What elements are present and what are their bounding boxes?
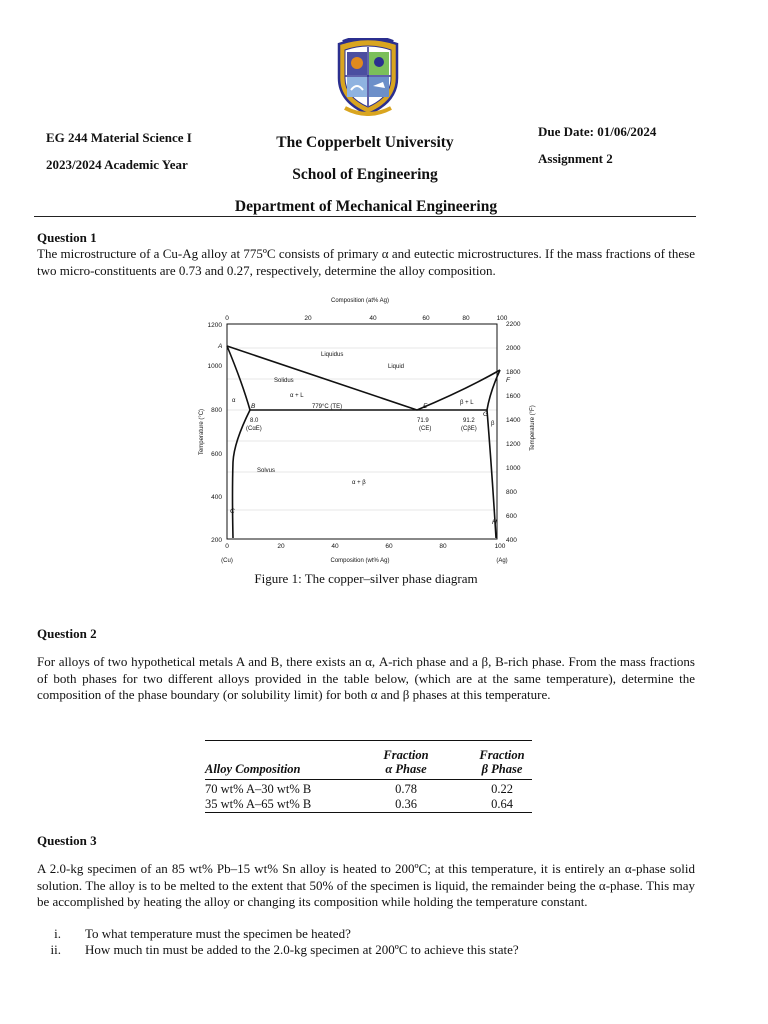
subpart-ii-number: ii. bbox=[50, 942, 61, 957]
cu-label: (Cu) bbox=[221, 558, 233, 564]
point-g: G bbox=[483, 411, 489, 418]
row-2-beta: 0.64 bbox=[491, 797, 513, 811]
left-tick-800: 800 bbox=[211, 407, 222, 414]
right-tick-2000: 2000 bbox=[506, 345, 521, 352]
left-tick-400: 400 bbox=[211, 494, 222, 501]
university-name: The Copperbelt University bbox=[276, 134, 454, 151]
row-1-alpha: 0.78 bbox=[395, 782, 417, 796]
university-crest-logo bbox=[331, 38, 405, 116]
liquid-label: Liquid bbox=[388, 364, 405, 370]
left-tick-1200: 1200 bbox=[207, 322, 222, 329]
col-header-beta-l2: β Phase bbox=[481, 762, 523, 776]
school-name: School of Engineering bbox=[292, 166, 438, 183]
alpha-l-label: α + L bbox=[290, 393, 304, 399]
right-axis-title: Temperature (°F) bbox=[530, 405, 536, 451]
left-tick-200: 200 bbox=[211, 537, 222, 544]
top-tick-0: 0 bbox=[225, 315, 229, 322]
point-b-sub: (CαE) bbox=[246, 426, 262, 432]
row-2-composition: 35 wt% A–65 wt% B bbox=[205, 797, 312, 811]
col-header-beta-l1: Fraction bbox=[479, 748, 525, 762]
right-tick-800: 800 bbox=[506, 489, 517, 496]
question-3-text: A 2.0-kg specimen of an 85 wt% Pb–15 wt% Sn alloy is heated to 200ºC; at this temperature, it is entirely an α-phase solid solution. The alloy is to be melted to the extent that 50% of the specimen is liquid, the remainder being the α-phase. This may be accomplished by heating the alloy or changing its composition while holding the temperature constant. bbox=[37, 861, 695, 909]
point-g-comp: 91.2 bbox=[463, 418, 475, 424]
question-2-title: Question 2 bbox=[37, 626, 97, 641]
department-name: Department of Mechanical Engineering bbox=[234, 198, 498, 215]
due-date: Due Date: 01/06/2024 bbox=[538, 124, 657, 139]
ag-label: (Ag) bbox=[496, 558, 508, 564]
alloy-fraction-table bbox=[205, 740, 532, 813]
row-1-composition: 70 wt% A–30 wt% B bbox=[205, 782, 312, 796]
top-tick-100: 100 bbox=[496, 315, 508, 322]
top-tick-20: 20 bbox=[304, 315, 312, 322]
left-axis-title: Temperature (°C) bbox=[199, 408, 205, 456]
solvus-label: Solvus bbox=[257, 468, 276, 474]
course-code: EG 244 Material Science I bbox=[46, 130, 192, 145]
question-1-title: Question 1 bbox=[37, 230, 97, 245]
question-2-text: For alloys of two hypothetical metals A and B, there exists an α, A-rich phase and a β, B-rich phase. From the mass fractions of both phases for two different alloys provided in the table below, (which are at the same temperature), determine the composition of the phase boundary (or solubility limit) for both α and β phases at this temperature. bbox=[37, 654, 695, 702]
region-labels bbox=[232, 352, 495, 486]
phase-diagram-svg bbox=[190, 292, 550, 572]
question-3-title: Question 3 bbox=[37, 833, 97, 848]
beta-label: β bbox=[491, 421, 495, 427]
point-letters bbox=[217, 343, 511, 526]
plot-frame bbox=[227, 324, 497, 539]
left-tick-1000: 1000 bbox=[207, 363, 222, 370]
col-header-alpha-l2: α Phase bbox=[385, 762, 427, 776]
point-b-comp: 8.0 bbox=[250, 418, 259, 424]
solidus-label: Solidus bbox=[274, 378, 294, 384]
table-row bbox=[205, 780, 532, 795]
bottom-tick-20: 20 bbox=[277, 543, 285, 550]
right-tick-1200: 1200 bbox=[506, 441, 521, 448]
col-header-alpha-l1: Fraction bbox=[383, 748, 429, 762]
alpha-beta-label: α + β bbox=[352, 480, 366, 486]
subpart-i-number: i. bbox=[54, 926, 61, 941]
right-tick-400: 400 bbox=[506, 537, 517, 544]
table-row bbox=[205, 795, 532, 810]
point-f: F bbox=[506, 377, 510, 384]
row-1-beta: 0.22 bbox=[491, 782, 513, 796]
alpha-label: α bbox=[232, 398, 236, 404]
row-2-alpha: 0.36 bbox=[395, 797, 417, 811]
top-tick-80: 80 bbox=[462, 315, 470, 322]
right-tick-600: 600 bbox=[506, 513, 517, 520]
figure-caption: Figure 1: The copper–silver phase diagram bbox=[254, 571, 478, 586]
bottom-tick-40: 40 bbox=[331, 543, 339, 550]
list-item bbox=[37, 926, 695, 942]
bottom-tick-100: 100 bbox=[494, 543, 506, 550]
header-divider bbox=[34, 216, 696, 217]
col-header-composition: Alloy Composition bbox=[205, 762, 301, 776]
list-item bbox=[37, 942, 695, 958]
point-c: C bbox=[230, 508, 235, 515]
beta-l-label: β + L bbox=[460, 400, 474, 406]
point-h: H bbox=[492, 519, 497, 526]
academic-year: 2023/2024 Academic Year bbox=[46, 157, 188, 172]
right-tick-1600: 1600 bbox=[506, 393, 521, 400]
point-a: A bbox=[218, 343, 223, 350]
tick-labels bbox=[208, 315, 521, 550]
question-1-text: The microstructure of a Cu-Ag alloy at 775ºC consists of primary α and eutectic microstructures. If the mass fractions of these two micro-constituents are 0.73 and 0.27, respectively, determine the alloy composition. bbox=[37, 246, 695, 278]
point-e-sub: (CE) bbox=[419, 426, 432, 432]
cu-ag-phase-diagram bbox=[190, 292, 550, 572]
right-tick-2200: 2200 bbox=[506, 321, 521, 328]
left-tick-600: 600 bbox=[211, 451, 222, 458]
subpart-ii-text: How much tin must be added to the 2.0-kg specimen at 200ºC to achieve this state? bbox=[85, 942, 519, 957]
subpart-i-text: To what temperature must the specimen be heated? bbox=[85, 926, 351, 941]
top-tick-40: 40 bbox=[369, 315, 377, 322]
point-b: B bbox=[251, 403, 256, 410]
question-3-subparts bbox=[37, 926, 695, 960]
point-e-comp: 71.9 bbox=[417, 418, 429, 424]
bottom-tick-80: 80 bbox=[439, 543, 447, 550]
bottom-tick-60: 60 bbox=[385, 543, 393, 550]
right-tick-1400: 1400 bbox=[506, 417, 521, 424]
top-axis-title: Composition (at% Ag) bbox=[330, 298, 390, 304]
point-e: E bbox=[423, 403, 428, 410]
bottom-tick-0: 0 bbox=[225, 543, 229, 550]
liquidus-label: Liquidus bbox=[321, 352, 344, 358]
bottom-axis-title: Composition (wt% Ag) bbox=[330, 558, 390, 564]
assignment-number: Assignment 2 bbox=[538, 151, 613, 166]
eutectic-temp-label: 779°C (TE) bbox=[312, 404, 343, 410]
point-g-sub: (CβE) bbox=[461, 426, 477, 432]
right-tick-1800: 1800 bbox=[506, 369, 521, 376]
phase-boundaries bbox=[227, 346, 500, 538]
solidus-left bbox=[227, 346, 250, 410]
top-tick-60: 60 bbox=[422, 315, 430, 322]
right-tick-1000: 1000 bbox=[506, 465, 521, 472]
